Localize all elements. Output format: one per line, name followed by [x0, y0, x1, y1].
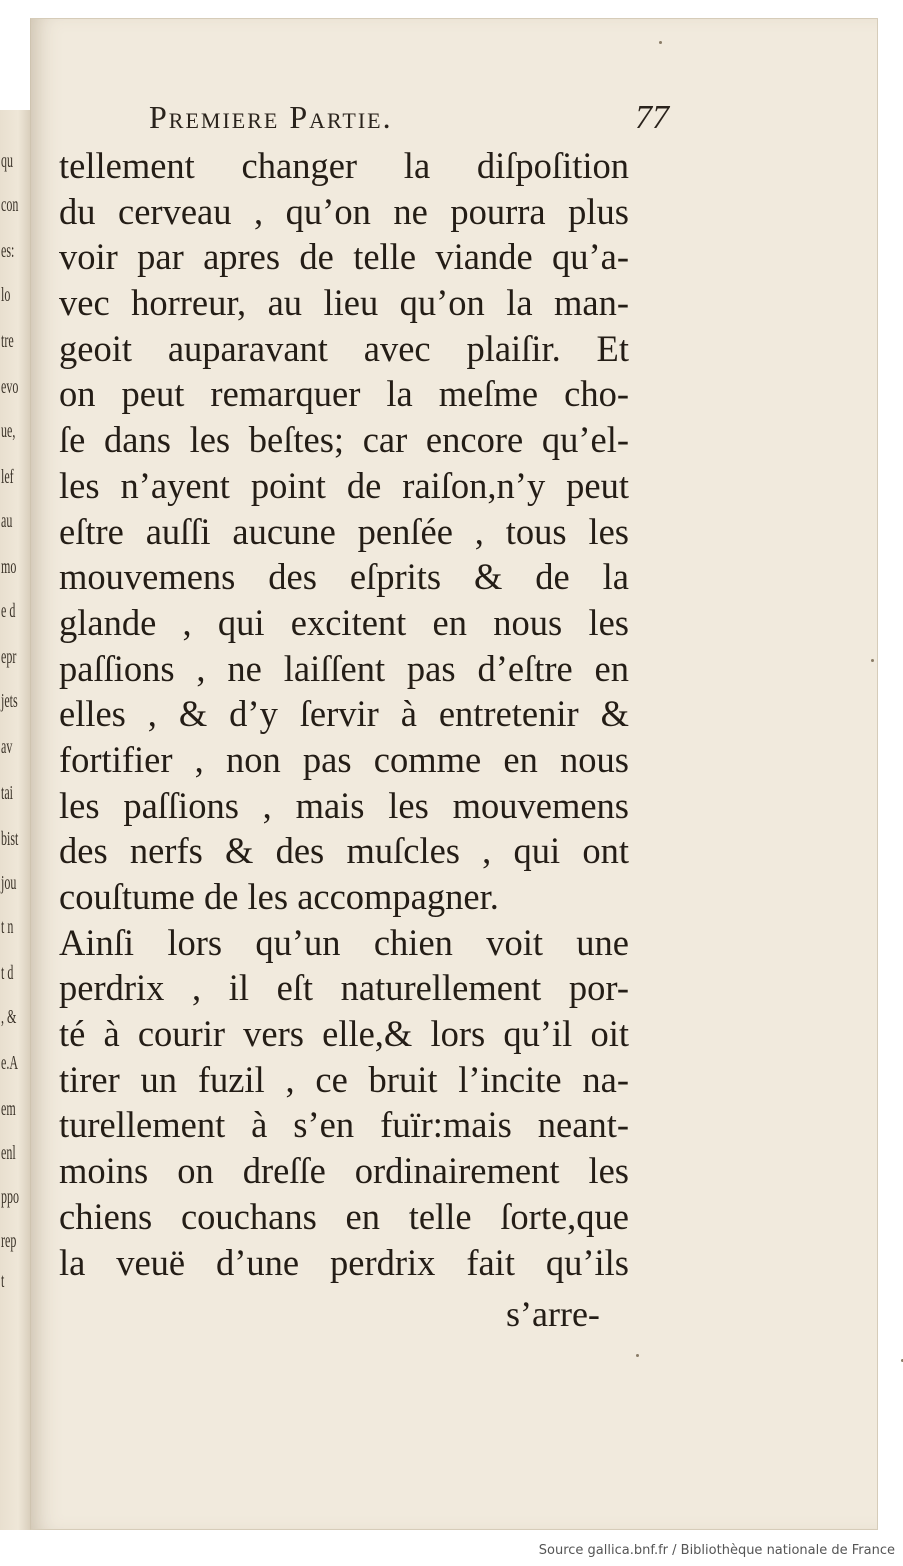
text-line: on peut remarquer la meſme cho-	[59, 373, 629, 415]
facing-page-fragment: jou	[1, 872, 17, 894]
facing-page-fragment: av	[1, 736, 13, 758]
text-line: les paſſions , mais les mouvemens	[59, 784, 629, 826]
text-line: eſtre auſſi aucune penſée , tous les	[59, 510, 629, 552]
text-line: Ainſi lors qu’un chien voit une	[59, 921, 629, 963]
text-line: paſſions , ne laiſſent pas d’eſtre en	[59, 647, 629, 689]
facing-page-fragment: au	[1, 510, 13, 532]
text-line: fortifier , non pas comme en nous	[59, 738, 629, 780]
text-line: les n’ayent point de raiſon,n’y peut	[59, 464, 629, 506]
text-line: voir par apres de telle viande qu’a-	[59, 236, 629, 278]
text-line: des nerfs & des muſcles , qui ont	[59, 830, 629, 872]
facing-page-fragment: ue,	[1, 420, 16, 442]
facing-page-fragment: rep	[1, 1230, 17, 1252]
text-line: turellement à s’en fuïr:mais neant-	[59, 1104, 629, 1146]
facing-page-fragment: e.A	[1, 1052, 18, 1074]
facing-page-fragment: e d	[1, 600, 16, 622]
facing-page-edge	[0, 110, 31, 1530]
text-line: du cerveau , qu’on ne pourra plus	[59, 190, 629, 232]
text-line: tirer un fuzil , ce bruit l’incite na-	[59, 1058, 629, 1100]
facing-page-fragment: tre	[1, 330, 14, 352]
facing-page-fragment: t	[1, 1270, 5, 1292]
text-line: tellement changer la diſpoſition	[59, 145, 629, 186]
running-head: Premiere Partie.	[149, 99, 393, 135]
text-line: la veuë d’une perdrix fait qu’ils	[59, 1241, 629, 1283]
text-line: chiens couchans en telle ſorte,que	[59, 1195, 629, 1237]
facing-page-fragment: epr	[1, 646, 17, 668]
facing-page-fragment: em	[1, 1098, 16, 1120]
facing-page-fragment: lef	[1, 466, 14, 488]
facing-page-fragment: tai	[1, 782, 13, 804]
page-number: 77	[635, 99, 669, 136]
facing-page-fragment: jets	[1, 690, 18, 712]
book-page	[30, 18, 878, 1530]
text-line: ſe dans les beſtes; car encore qu’el-	[59, 419, 629, 461]
facing-page-fragment: qu	[1, 150, 13, 172]
text-line: mouvemens des eſprits & de la	[59, 556, 629, 598]
source-credit: Source gallica.bnf.fr / Bibliothèque nationale de France	[538, 1543, 895, 1558]
facing-page-fragment: ppo	[1, 1186, 19, 1208]
text-line: perdrix , il eſt naturellement por-	[59, 967, 629, 1009]
facing-page-fragment: t d	[1, 962, 14, 984]
facing-page-fragment: con	[1, 194, 19, 216]
text-line: elles , & d’y ſervir à entretenir &	[59, 693, 629, 735]
facing-page-fragment: lo	[1, 284, 11, 306]
facing-page-fragment: es:	[1, 240, 15, 262]
facing-page-fragment: enl	[1, 1142, 16, 1164]
facing-page-fragment: bist	[1, 828, 19, 850]
text-line: glande , qui excitent en nous les	[59, 601, 629, 643]
text-line: couſtume de les accompagner.	[59, 876, 499, 917]
facing-page-fragment: , &	[1, 1006, 17, 1028]
text-line: moins on dreſſe ordinairement les	[59, 1150, 629, 1192]
facing-page-fragment: evo	[1, 376, 19, 398]
text-line: té à courir vers elle,& lors qu’il oit	[59, 1013, 629, 1055]
page-header	[149, 99, 669, 149]
text-line: geoit auparavant avec plaiſir. Et	[59, 327, 629, 369]
text-line: vec horreur, au lieu qu’on la man-	[59, 282, 629, 324]
catchword: s’arre-	[506, 1294, 600, 1334]
facing-page-fragment: mo	[1, 556, 17, 578]
body-text	[59, 143, 629, 1285]
facing-page-fragment: t n	[1, 916, 14, 938]
